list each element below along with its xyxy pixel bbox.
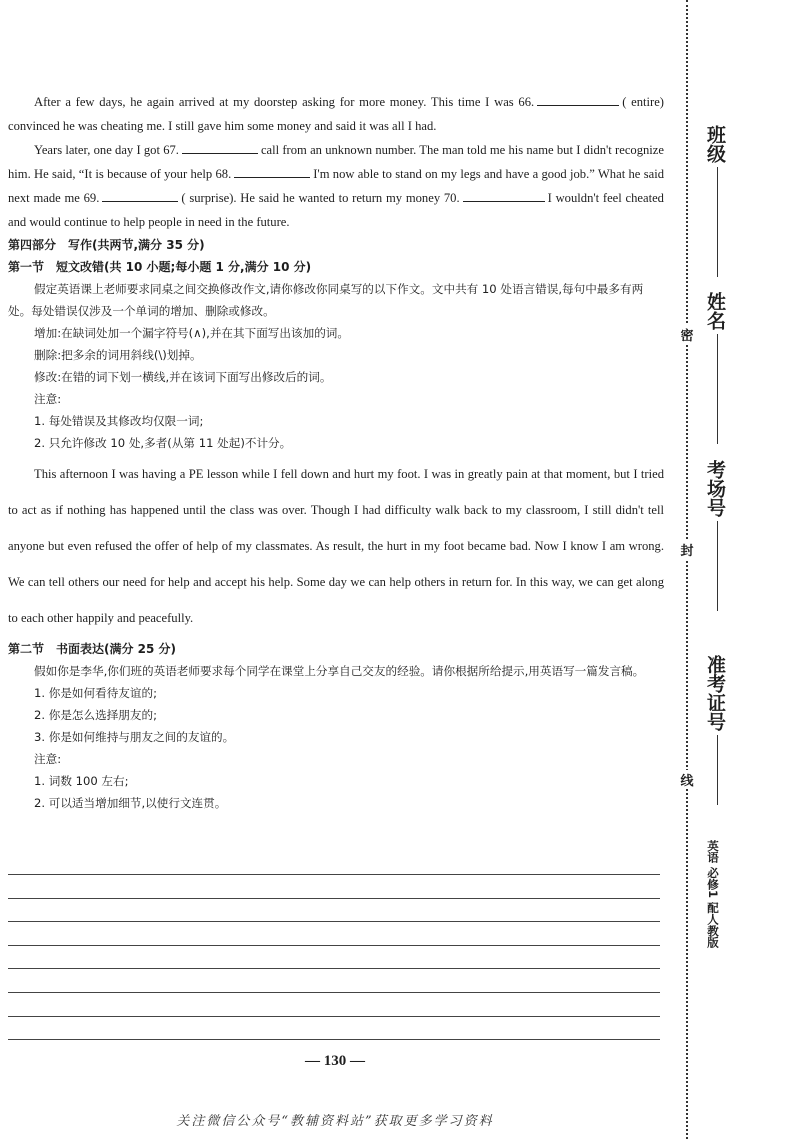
reading-paragraph-2 — [8, 138, 664, 234]
book-info: 英语 必修1 配人教版 — [706, 840, 720, 949]
blank-67 — [182, 141, 258, 154]
note-item-1: 1. 每处错误及其修改均仅限一词; — [34, 414, 204, 428]
main-content — [8, 0, 664, 814]
prompt-2: 2. 你是怎么选择朋友的; — [34, 708, 157, 722]
writing-line — [8, 1039, 660, 1040]
blank-66 — [537, 93, 619, 106]
class-field — [704, 125, 730, 277]
writing-line — [8, 992, 660, 993]
prompt-3: 3. 你是如何维持与朋友之间的友谊的。 — [34, 730, 235, 744]
section2-title: 第二节 书面表达(满分 25 分) — [8, 642, 177, 656]
exam-room-underline — [717, 521, 718, 611]
name-underline — [717, 334, 718, 444]
text: I wouldn't feel cheated and would continue to help people in need in the future. — [8, 191, 664, 229]
seal-mark-1: 密 — [679, 325, 695, 344]
writing-line — [8, 945, 660, 946]
writing-line — [8, 898, 660, 899]
blank-69 — [102, 189, 178, 202]
section2-intro: 假如你是李华,你们班的英语老师要求每个同学在课堂上分享自己交友的经验。请你根据所给提示,用英语写一篇发言稿。 — [34, 664, 645, 678]
text: call from an unknown number. The man told me his name but I didn't recognize him. He said, “It is because of your help 68. — [8, 143, 664, 181]
exam-id-underline — [717, 735, 718, 805]
blank-68 — [234, 165, 310, 178]
writing-line — [8, 874, 660, 875]
class-underline — [717, 167, 718, 277]
seal-mark-2: 封 — [679, 540, 695, 559]
name-label: 姓名 — [704, 292, 726, 330]
page-number: — 130 — — [305, 1053, 365, 1069]
text: I'm now able to stand on my legs and have a good job.” What he said next made me 69. — [8, 167, 664, 205]
note-label: 注意: — [34, 392, 62, 406]
footer-watermark: 关注微信公众号“教辅资料站”获取更多学习资料 — [176, 1114, 494, 1129]
instruction-delete: 删除:把多余的词用斜线(\)划掉。 — [34, 348, 202, 362]
reading-paragraph-1 — [8, 90, 664, 138]
note2-item-2: 2. 可以适当增加细节,以使行文连贯。 — [34, 796, 227, 810]
error-correction-essay: This afternoon I was having a PE lesson while I fell down and hurt my foot. I was in greatly pain at that moment, but I tried to act as if nothing has happened until the class was over. Though I had difficulty walk back to my classroom, I still didn't tell anyone but even refused the offer of help of my classmates. As result, the hurt in my foot became bad. Now I know I am wrong. We can tell others our need for help and accept his help. Some day we can help others in return for. In this way, we can get along to each other happily and peacefully. — [8, 467, 664, 625]
prompt-1: 1. 你是如何看待友谊的; — [34, 686, 157, 700]
writing-line — [8, 968, 660, 969]
exam-room-field — [704, 460, 730, 611]
note2-label: 注意: — [34, 752, 62, 766]
section1-title: 第一节 短文改错(共 10 小题;每小题 1 分,满分 10 分) — [8, 260, 312, 274]
note-item-2: 2. 只允许修改 10 处,多者(从第 11 处起)不计分。 — [34, 436, 292, 450]
text: ( entire) convinced he was cheating me. I still gave him some money and said it was all I had. — [8, 95, 664, 133]
instruction-modify: 修改:在错的词下划一横线,并在该词下面写出修改后的词。 — [34, 370, 332, 384]
section1-intro: 假定英语课上老师要求同桌之间交换修改作文,请你修改你同桌写的以下作文。文中共有 10 处语言错误,每句中最多有两处。每处错误仅涉及一个单词的增加、删除或修改。 — [8, 282, 644, 318]
writing-line — [8, 921, 660, 922]
exam-id-field — [704, 655, 730, 805]
blank-70 — [463, 189, 545, 202]
answer-writing-lines — [8, 874, 660, 1063]
note2-item-1: 1. 词数 100 左右; — [34, 774, 129, 788]
instruction-add: 增加:在缺词处加一个漏字符号(∧),并在其下面写出该加的词。 — [34, 326, 349, 340]
text: Years later, one day I got 67. — [34, 143, 179, 157]
name-field — [704, 292, 730, 444]
exam-room-label: 考场号 — [704, 460, 726, 517]
binding-dotted-line — [686, 0, 688, 1139]
writing-line — [8, 1016, 660, 1017]
text: After a few days, he again arrived at my doorstep asking for more money. This time I was 66. — [34, 95, 535, 109]
seal-mark-3: 线 — [679, 770, 695, 789]
text: ( surprise). He said he wanted to return my money 70. — [181, 191, 460, 205]
part4-title: 第四部分 写作(共两节,满分 35 分) — [8, 238, 205, 252]
class-label: 班级 — [704, 125, 726, 163]
exam-id-label: 准考证号 — [704, 655, 726, 731]
